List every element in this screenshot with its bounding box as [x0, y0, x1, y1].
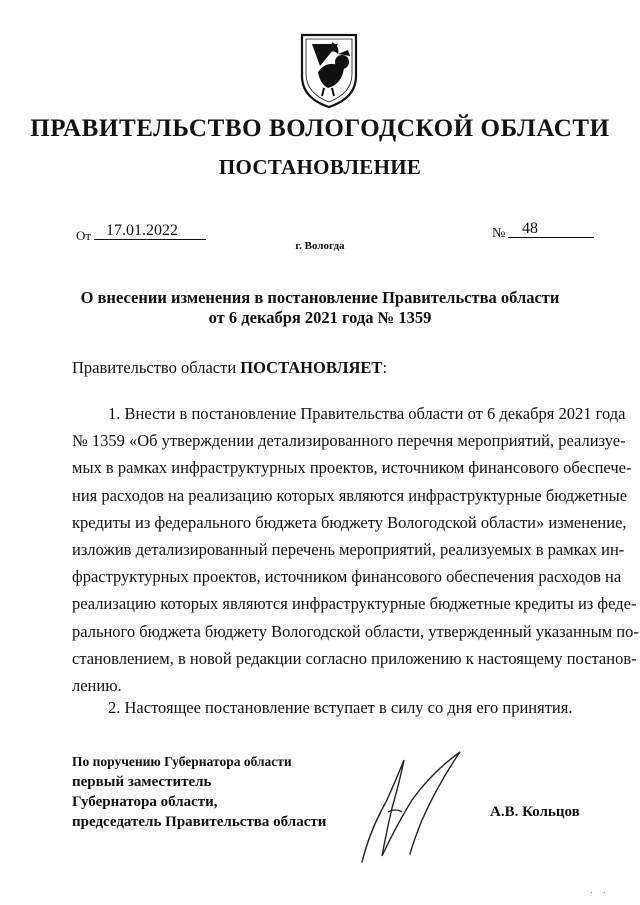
document-type: ПОСТАНОВЛЕНИЕ — [218, 155, 422, 179]
number-prefix: № — [492, 226, 506, 241]
footer-marks: . . — [590, 885, 610, 896]
preamble — [72, 358, 387, 378]
paragraph-line: № 1359 «Об утверждении детализированного перечня мероприятий, реализуе- — [72, 431, 626, 451]
paragraph-1 — [72, 400, 639, 699]
signatory-line: По поручению Губернатора области — [72, 754, 292, 769]
signer-name: А.В. Кольцов — [490, 804, 580, 820]
subject-line: О внесении изменения в постановление Правительства области — [80, 288, 560, 307]
number-underline — [508, 237, 594, 238]
signatory-line: первый заместитель — [72, 774, 212, 790]
paragraph-line: становлением, в новой редакции согласно приложению к настоящему постанов- — [72, 648, 637, 668]
government-title: ПРАВИТЕЛЬСТВО ВОЛОГОДСКОЙ ОБЛАСТИ — [30, 115, 610, 142]
date-prefix: От — [76, 228, 92, 243]
paragraph-2: 2. Настоящее постановление вступает в силу со дня его принятия. — [108, 698, 573, 717]
signatory-line: председатель Правительства области — [72, 814, 327, 830]
paragraph-line: изложив детализированный перечень мероприятий, реализуемых в рамках ин- — [72, 539, 625, 559]
document-number: 48 — [522, 220, 538, 237]
paragraph-line: фраструктурных проектов, источником финансового обеспечения расходов на — [72, 567, 622, 587]
paragraph-line: ния расходов на реализацию которых являются инфраструктурные бюджетные — [72, 485, 628, 505]
preamble-text: Правительство области — [72, 358, 241, 377]
coat-of-arms-emblem — [298, 32, 360, 110]
paragraph-line: реализацию которых являются инфраструктурные бюджетные кредиты из феде- — [72, 594, 637, 614]
signatory-line: Губернатора области, — [72, 794, 218, 810]
subject-line: от 6 декабря 2021 года № 1359 — [208, 308, 432, 327]
city-label: г. Вологда — [295, 240, 345, 252]
paragraph-line: мых в рамках инфраструктурных проектов, источником финансового обеспече- — [72, 458, 632, 478]
paragraph-line: лению. — [72, 675, 122, 695]
paragraph-line: кредиты из федерального бюджета бюджету Вологодской области» изменение, — [72, 512, 627, 532]
paragraph-line: рального бюджета бюджету Вологодской области, утвержденный указанным по- — [72, 621, 639, 641]
document-subject — [70, 288, 570, 328]
handwritten-signature — [352, 750, 482, 868]
paragraph-line: 1. Внести в постановление Правительства области от 6 декабря 2021 года — [108, 404, 626, 423]
document-date: 17.01.2022 — [106, 222, 178, 239]
signatory-block — [72, 752, 326, 832]
preamble-colon: : — [382, 358, 388, 377]
preamble-decree-word: ПОСТАНОВЛЯЕТ — [240, 358, 383, 377]
